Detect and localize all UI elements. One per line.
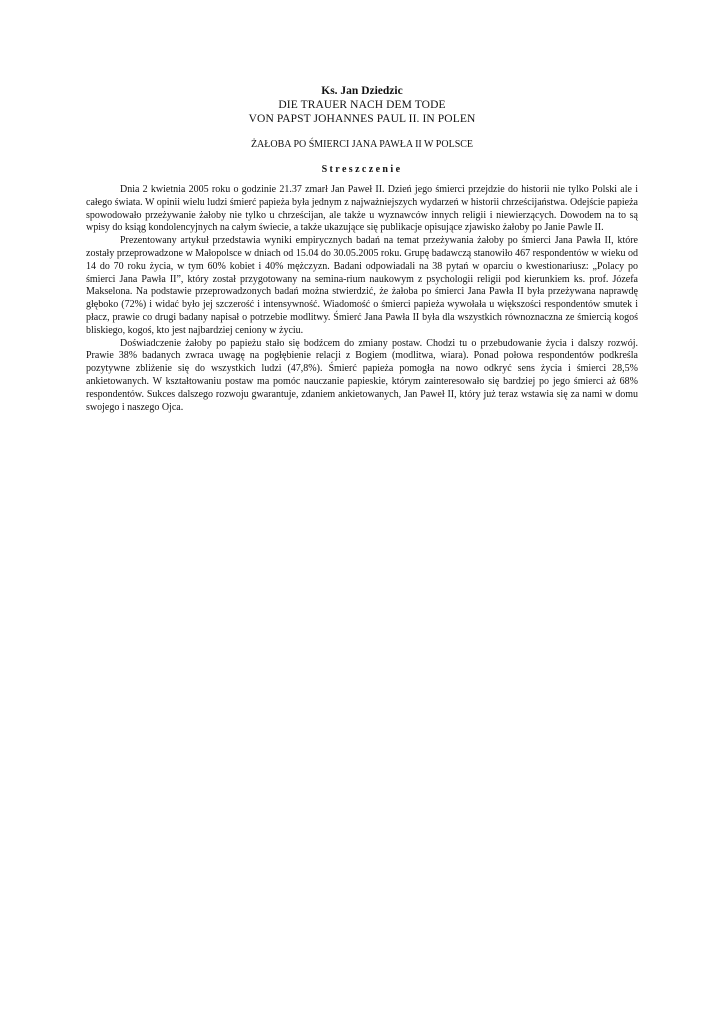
abstract-paragraph-1: Dnia 2 kwietnia 2005 roku o godzinie 21.37 zmarł Jan Paweł II. Dzień jego śmierci przejdzie do historii nie tylko Polski ale i całego świata. W opinii wielu ludzi śmierć papieża była jednym z najważniejszych wydarzeń w historii chrześcijaństwa. Odejście papieża spowodowało przeżywanie żałoby nie tylko u chrześcijan, ale także u wyznawców innych religii i niewierzących. Dowodem na to są wpisy do ksiąg kondolencyjnych na całym świecie, a także ukazujące się publikacje opisujące zjawisko żałoby po Janie Pawle II. xyxy=(86,184,638,234)
abstract-heading: Streszczenie xyxy=(321,164,403,175)
title-polish: ŻAŁOBA PO ŚMIERCI JANA PAWŁA II W POLSCE xyxy=(250,139,474,150)
document-page xyxy=(86,84,638,414)
abstract-body xyxy=(86,184,638,414)
abstract-paragraph-3: Doświadczenie żałoby po papieżu stało się bodźcem do zmiany postaw. Chodzi tu o przebudowanie życia i dalszy rozwój. Prawie 38% badanych zwraca uwagę na pogłębienie relacji z Bogiem (modlitwa, wiara). Ponad połowa respondentów podkreśla pozytywne zbliżenie się do wszystkich ludzi (47,8%). Śmierć papieża pomogła na nowo odkryć sens życia i śmierci 28,5% ankietowanych. W kształtowaniu postaw ma pomóc nauczanie papieskie, którym zainteresowało się bardziej po jego śmierci aż 68% respondentów. Sukces dalszego rozwoju gwarantuje, zdaniem ankietowanych, Jan Paweł II, który już teraz wstawia się za nami w domu swojego i naszego Ojca. xyxy=(86,337,638,413)
author-name: Ks. Jan Dziedzic xyxy=(321,85,403,97)
abstract-paragraph-2: Prezentowany artykuł przedstawia wyniki empirycznych badań na temat przeżywania żałoby po śmierci Jana Pawła II, które zostały przeprowadzone w Małopolsce w dniach od 15.04 do 30.05.2005 roku. Grupę badawczą stanowiło 467 respondentów w wieku od 14 do 70 roku życia, w tym 60% kobiet i 40% mężczyzn. Badani odpowiadali na 38 pytań w oparciu o kwestionariusz: „Polacy po śmierci Jana Pawła II”, który został przygotowany na semina-rium naukowym z psychologii religii pod kierunkiem ks. prof. Józefa Makselona. Na podstawie przeprowadzonych badań można stwierdzić, że żałoba po śmierci Jana Pawła II była przeżywana naprawdę głęboko (72%) i widać było jej szczerość i intensywność. Wiadomość o śmierci papieża wywołała u większości respondentów smutek i płacz, prawie co drugi badany napisał o potrzebie modlitwy. Śmierć Jana Pawła II była dla wszystkich równoznaczna ze śmiercią kogoś bliskiego, kogoś, kto jest najbardziej ceniony w życiu. xyxy=(86,235,638,336)
title-german-line-2: VON PAPST JOHANNES PAUL II. IN POLEN xyxy=(248,113,476,125)
title-german-line-1: DIE TRAUER NACH DEM TODE xyxy=(278,99,446,111)
